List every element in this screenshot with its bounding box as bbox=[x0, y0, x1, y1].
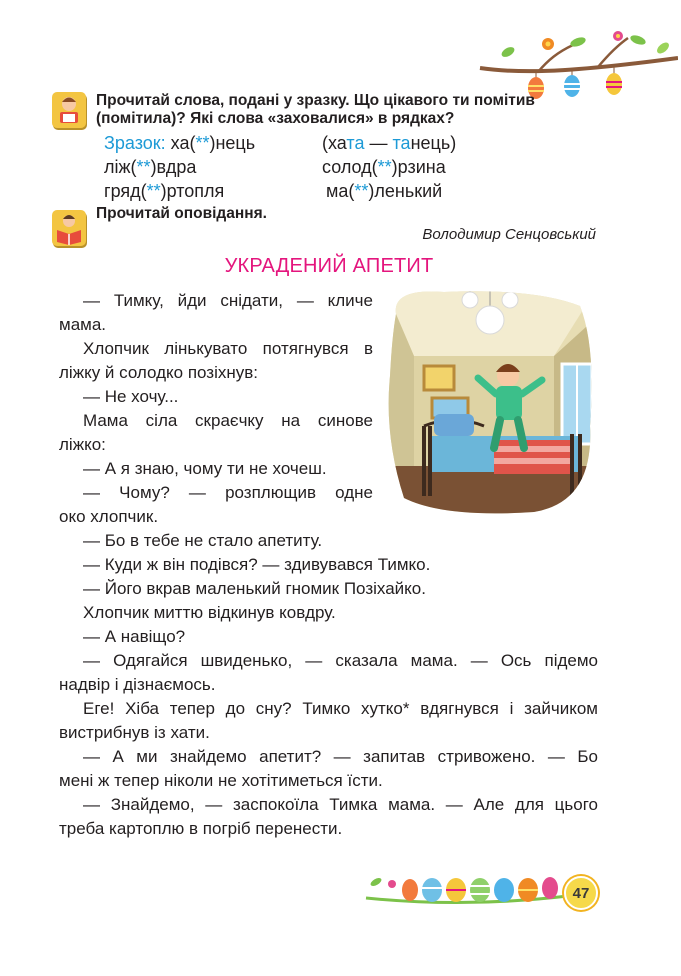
story-line: Еге! Хіба тепер до сну? Тимко хутко* вдягнувся і зайчиком bbox=[83, 699, 598, 718]
story-line: мені ж тепер ніколи не хотітиметься їсти. bbox=[59, 771, 383, 790]
story-line: ліжко: bbox=[59, 435, 106, 454]
story-line: — А я знаю, чому ти не хочеш. bbox=[83, 459, 327, 478]
reading-child-icon bbox=[52, 92, 86, 128]
task-instruction-1: Прочитай слова, подані у зразку. Що цікавого ти помітив (помітила)? Які слова «заховалися» в рядках? bbox=[96, 92, 535, 127]
story-title: УКРАДЕНИЙ АПЕТИТ bbox=[224, 255, 434, 277]
story-line: мама. bbox=[59, 315, 107, 334]
story-column-top bbox=[59, 289, 373, 553]
story-line: Мама сіла скраєчку на синове bbox=[83, 411, 373, 430]
story-line: — Чому? — розплющив одне bbox=[83, 483, 373, 502]
story-line: надвір і дізнаємось. bbox=[59, 675, 216, 694]
story-line: Хлопчик лінькувато потягнувся в bbox=[83, 339, 373, 358]
story-line: — Куди ж він подівся? — здивувався Тимко. bbox=[83, 555, 431, 574]
book-reader-icon bbox=[52, 210, 86, 246]
story-line: око хлопчик. bbox=[59, 507, 159, 526]
story-line: — Бо в тебе не стало апетиту. bbox=[83, 531, 323, 550]
story-line: Хлопчик миттю відкинув ковдру. bbox=[83, 603, 336, 622]
page-number: 47 bbox=[564, 876, 598, 910]
example-row-3-left: гряд(**)ртопля bbox=[104, 181, 225, 201]
example-row-2-left: ліж(**)вдра bbox=[104, 157, 197, 177]
example-row-3-right: ма(**)ленький bbox=[326, 181, 443, 201]
story-line: — Його вкрав маленький гномик Позіхайко. bbox=[83, 579, 426, 598]
author-name: Володимир Сенцовський bbox=[422, 226, 596, 243]
story-line: — Не хочу... bbox=[83, 387, 179, 406]
example-row-1-left: Зразок: ха(**)нець bbox=[104, 133, 256, 153]
example-row-1-right: (хата — танець) bbox=[322, 133, 457, 153]
story-line: — Тимку, йди снідати, — кличе bbox=[83, 291, 373, 310]
story-line: ліжку й солодко позіхнув: bbox=[59, 363, 259, 382]
story-line: — Одягайся швиденько, — сказала мама. — Ось підемо bbox=[83, 651, 598, 670]
story-line: — А ми знайдемо апетит? — запитав стривожено. — Бо bbox=[83, 747, 598, 766]
example-row-2-right: солод(**)рзина bbox=[322, 157, 446, 177]
story-line: — Знайдемо, — заспокоїла Тимка мама. — Але для цього bbox=[83, 795, 598, 814]
easter-eggs-decoration bbox=[364, 868, 570, 908]
example-label: Зразок: bbox=[104, 133, 166, 153]
bedroom-illustration bbox=[384, 286, 598, 518]
story-column-bottom bbox=[59, 553, 598, 841]
task-instruction-2: Прочитай оповідання. bbox=[96, 205, 267, 222]
story-line: вистрибнув із хати. bbox=[59, 723, 210, 742]
easter-branch-decoration bbox=[478, 30, 678, 100]
story-line: — А навіщо? bbox=[83, 627, 186, 646]
story-line: треба картоплю в погріб перенести. bbox=[59, 819, 343, 838]
